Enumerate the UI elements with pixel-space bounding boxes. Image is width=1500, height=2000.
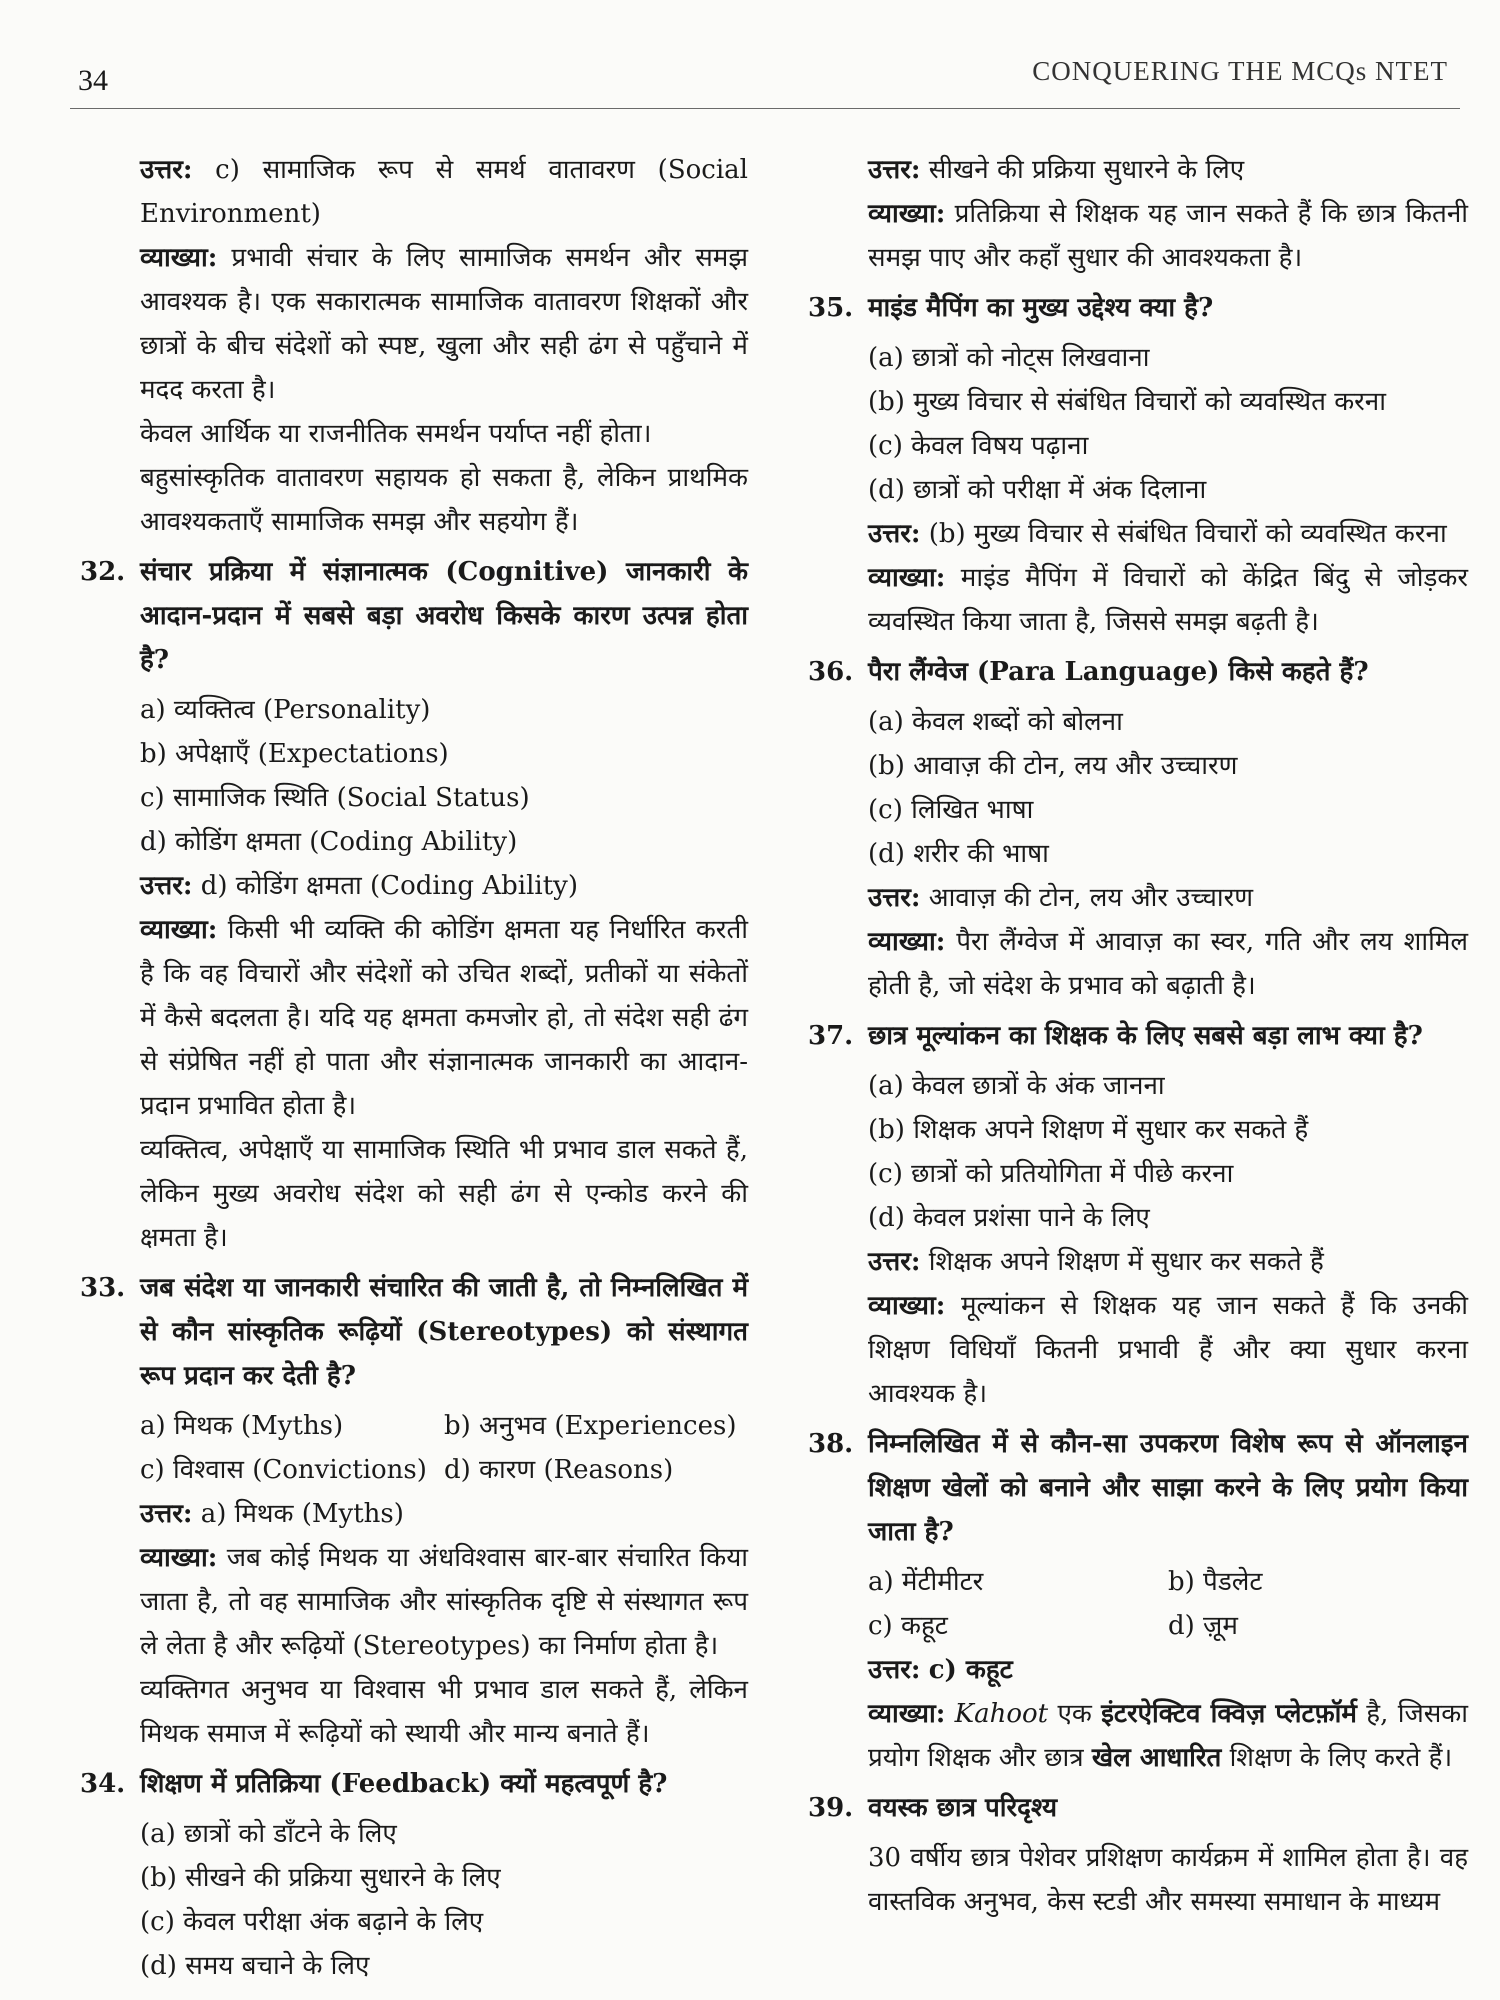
option: (b) शिक्षक अपने शिक्षण में सुधार कर सकते हैं bbox=[868, 1115, 1309, 1145]
q33-note: व्यक्तिगत अनुभव या विश्वास भी प्रभाव डाल सकते हैं, लेकिन मिथक समाज में रूढ़ियों को स्थायी और मान्य बनाते हैं। bbox=[140, 1675, 748, 1749]
q38-answer: उत्तर: c) कहूट bbox=[868, 1655, 1013, 1685]
question-33 bbox=[80, 1266, 748, 1398]
option: (c) केवल परीक्षा अंक बढ़ाने के लिए bbox=[140, 1907, 484, 1937]
question-text: जब संदेश या जानकारी संचारित की जाती है, तो निम्नलिखित में से कौन सांस्कृतिक रूढ़ियों (Stereotypes) को संस्थागत रूप प्रदान कर देती है? bbox=[140, 1273, 748, 1391]
left-column bbox=[80, 148, 748, 1988]
q32-answer: उत्तर: d) कोडिंग क्षमता (Coding Ability) bbox=[140, 871, 578, 901]
right-column bbox=[808, 148, 1468, 1924]
option: (d) शरीर की भाषा bbox=[868, 839, 1049, 869]
option: c) कहूट bbox=[868, 1611, 948, 1641]
q37-answer: उत्तर: शिक्षक अपने शिक्षण में सुधार कर सकते हैं bbox=[868, 1247, 1324, 1277]
question-35 bbox=[808, 286, 1468, 330]
question-text: शिक्षण में प्रतिक्रिया (Feedback) क्यों महत्वपूर्ण है? bbox=[140, 1769, 668, 1799]
question-text: संचार प्रक्रिया में संज्ञानात्मक (Cognitive) जानकारी के आदान-प्रदान में सबसे बड़ा अवरोध किसके कारण उत्पन्न होता है? bbox=[140, 557, 748, 675]
question-37 bbox=[808, 1014, 1468, 1058]
q31-answer: उत्तर: c) सामाजिक रूप से समर्थ वातावरण (Social Environment) bbox=[140, 155, 748, 229]
option: d) ज़ूम bbox=[1168, 1611, 1238, 1641]
question-number: 35. bbox=[808, 293, 854, 323]
options-grid bbox=[868, 1560, 1468, 1648]
option: (d) छात्रों को परीक्षा में अंक दिलाना bbox=[868, 475, 1207, 505]
option: (a) छात्रों को नोट्स लिखवाना bbox=[868, 343, 1150, 373]
q31-note-2: बहुसांस्कृतिक वातावरण सहायक हो सकता है, लेकिन प्राथमिक आवश्यकताएँ सामाजिक समझ और सहयोग हैं। bbox=[140, 463, 748, 537]
option: b) पैडलेट bbox=[1168, 1567, 1263, 1597]
q32-explanation: व्याख्या: किसी भी व्यक्ति की कोडिंग क्षमता यह निर्धारित करती है कि वह विचारों और संदेशों को उचित शब्दों, प्रतीकों या संकेतों में कैसे बदलता है। यदि यह क्षमता कमजोर हो, तो संदेश सही ढंग से संप्रेषित नहीं हो पाता और संज्ञानात्मक जानकारी का आदान-प्रदान प्रभावित होता है। bbox=[140, 915, 748, 1121]
option: a) व्यक्तित्व (Personality) bbox=[140, 695, 431, 725]
option: (b) सीखने की प्रक्रिया सुधारने के लिए bbox=[140, 1863, 501, 1893]
question-text: निम्नलिखित में से कौन-सा उपकरण विशेष रूप से ऑनलाइन शिक्षण खेलों को बनाने और साझा करने के लिए प्रयोग किया जाता है? bbox=[868, 1429, 1468, 1547]
q31-explanation: व्याख्या: प्रभावी संचार के लिए सामाजिक समर्थन और समझ आवश्यक है। एक सकारात्मक सामाजिक वातावरण शिक्षकों और छात्रों के बीच संदेशों को स्पष्ट, खुला और सही ढंग से पहुँचाने में मदद करता है। bbox=[140, 243, 748, 405]
question-text: पैरा लैंग्वेज (Para Language) किसे कहते हैं? bbox=[868, 657, 1369, 687]
q37-explanation: व्याख्या: मूल्यांकन से शिक्षक यह जान सकते हैं कि उनकी शिक्षण विधियाँ कितनी प्रभावी हैं और क्या सुधार करना आवश्यक है। bbox=[868, 1291, 1468, 1409]
q35-answer: उत्तर: (b) मुख्य विचार से संबंधित विचारों को व्यवस्थित करना bbox=[868, 519, 1447, 549]
question-number: 39. bbox=[808, 1793, 854, 1823]
option: b) अनुभव (Experiences) bbox=[444, 1411, 737, 1441]
option: d) कोडिंग क्षमता (Coding Ability) bbox=[140, 827, 518, 857]
page-header bbox=[70, 48, 1460, 109]
option: d) कारण (Reasons) bbox=[444, 1455, 674, 1485]
q38-explanation: व्याख्या: Kahoot एक इंटरऐक्टिव क्विज़ प्लेटफ़ॉर्म है, जिसका प्रयोग शिक्षक और छात्र खेल आधारित शिक्षण के लिए करते हैं। bbox=[868, 1699, 1469, 1773]
question-number: 32. bbox=[80, 557, 126, 587]
q36-explanation: व्याख्या: पैरा लैंग्वेज में आवाज़ का स्वर, गति और लय शामिल होती है, जो संदेश के प्रभाव को बढ़ाती है। bbox=[868, 927, 1469, 1001]
question-38 bbox=[808, 1422, 1468, 1554]
question-number: 37. bbox=[808, 1021, 854, 1051]
question-text: छात्र मूल्यांकन का शिक्षक के लिए सबसे बड़ा लाभ क्या है? bbox=[868, 1021, 1423, 1051]
question-39 bbox=[808, 1786, 1468, 1830]
question-number: 38. bbox=[808, 1429, 854, 1459]
question-number: 33. bbox=[80, 1273, 126, 1303]
option: (a) केवल शब्दों को बोलना bbox=[868, 707, 1123, 737]
q39-scenario: 30 वर्षीय छात्र पेशेवर प्रशिक्षण कार्यक्रम में शामिल होता है। वह वास्तविक अनुभव, केस स्टडी और समस्या समाधान के माध्यम bbox=[868, 1843, 1468, 1917]
question-number: 36. bbox=[808, 657, 854, 687]
question-34 bbox=[80, 1762, 748, 1806]
option: (c) लिखित भाषा bbox=[868, 795, 1034, 825]
option: (d) समय बचाने के लिए bbox=[140, 1951, 370, 1981]
question-32 bbox=[80, 550, 748, 682]
q32-note: व्यक्तित्व, अपेक्षाएँ या सामाजिक स्थिति भी प्रभाव डाल सकते हैं, लेकिन मुख्य अवरोध संदेश को सही ढंग से एन्कोड करने की क्षमता है। bbox=[140, 1135, 748, 1253]
option: (a) छात्रों को डाँटने के लिए bbox=[140, 1819, 397, 1849]
q35-explanation: व्याख्या: माइंड मैपिंग में विचारों को केंद्रित बिंदु से जोड़कर व्यवस्थित किया जाता है, जिससे समझ बढ़ती है। bbox=[868, 563, 1468, 637]
options-grid bbox=[140, 1404, 748, 1492]
option: (d) केवल प्रशंसा पाने के लिए bbox=[868, 1203, 1150, 1233]
q36-answer: उत्तर: आवाज़ की टोन, लय और उच्चारण bbox=[868, 883, 1253, 913]
kahoot-name: Kahoot bbox=[954, 1699, 1049, 1729]
question-36 bbox=[808, 650, 1468, 694]
q33-explanation: व्याख्या: जब कोई मिथक या अंधविश्वास बार-बार संचारित किया जाता है, तो वह सामाजिक और सांस्कृतिक दृष्टि से संस्थागत रूप ले लेता है और रूढ़ियों (Stereotypes) का निर्माण होता है। bbox=[140, 1543, 749, 1661]
option: c) सामाजिक स्थिति (Social Status) bbox=[140, 783, 530, 813]
option: (a) केवल छात्रों के अंक जानना bbox=[868, 1071, 1165, 1101]
option: c) विश्वास (Convictions) bbox=[140, 1455, 427, 1485]
running-title: CONQUERING THE MCQs NTET bbox=[1032, 56, 1448, 86]
option: a) मिथक (Myths) bbox=[140, 1411, 344, 1441]
option: (b) मुख्य विचार से संबंधित विचारों को व्यवस्थित करना bbox=[868, 387, 1386, 417]
option: b) अपेक्षाएँ (Expectations) bbox=[140, 739, 449, 769]
question-text: माइंड मैपिंग का मुख्य उद्देश्य क्या है? bbox=[868, 293, 1214, 323]
q34-answer: उत्तर: सीखने की प्रक्रिया सुधारने के लिए bbox=[868, 155, 1245, 185]
q31-note-1: केवल आर्थिक या राजनीतिक समर्थन पर्याप्त नहीं होता। bbox=[140, 419, 652, 449]
q34-explanation: व्याख्या: प्रतिक्रिया से शिक्षक यह जान सकते हैं कि छात्र कितनी समझ पाए और कहाँ सुधार की आवश्यकता है। bbox=[868, 199, 1469, 273]
option: (b) आवाज़ की टोन, लय और उच्चारण bbox=[868, 751, 1238, 781]
page-number: 34 bbox=[78, 64, 108, 97]
option: a) मेंटीमीटर bbox=[868, 1567, 984, 1597]
option: (c) छात्रों को प्रतियोगिता में पीछे करना bbox=[868, 1159, 1234, 1189]
option: (c) केवल विषय पढ़ाना bbox=[868, 431, 1089, 461]
q33-answer: उत्तर: a) मिथक (Myths) bbox=[140, 1499, 404, 1529]
question-text: वयस्क छात्र परिदृश्य bbox=[868, 1793, 1058, 1823]
question-number: 34. bbox=[80, 1769, 126, 1799]
